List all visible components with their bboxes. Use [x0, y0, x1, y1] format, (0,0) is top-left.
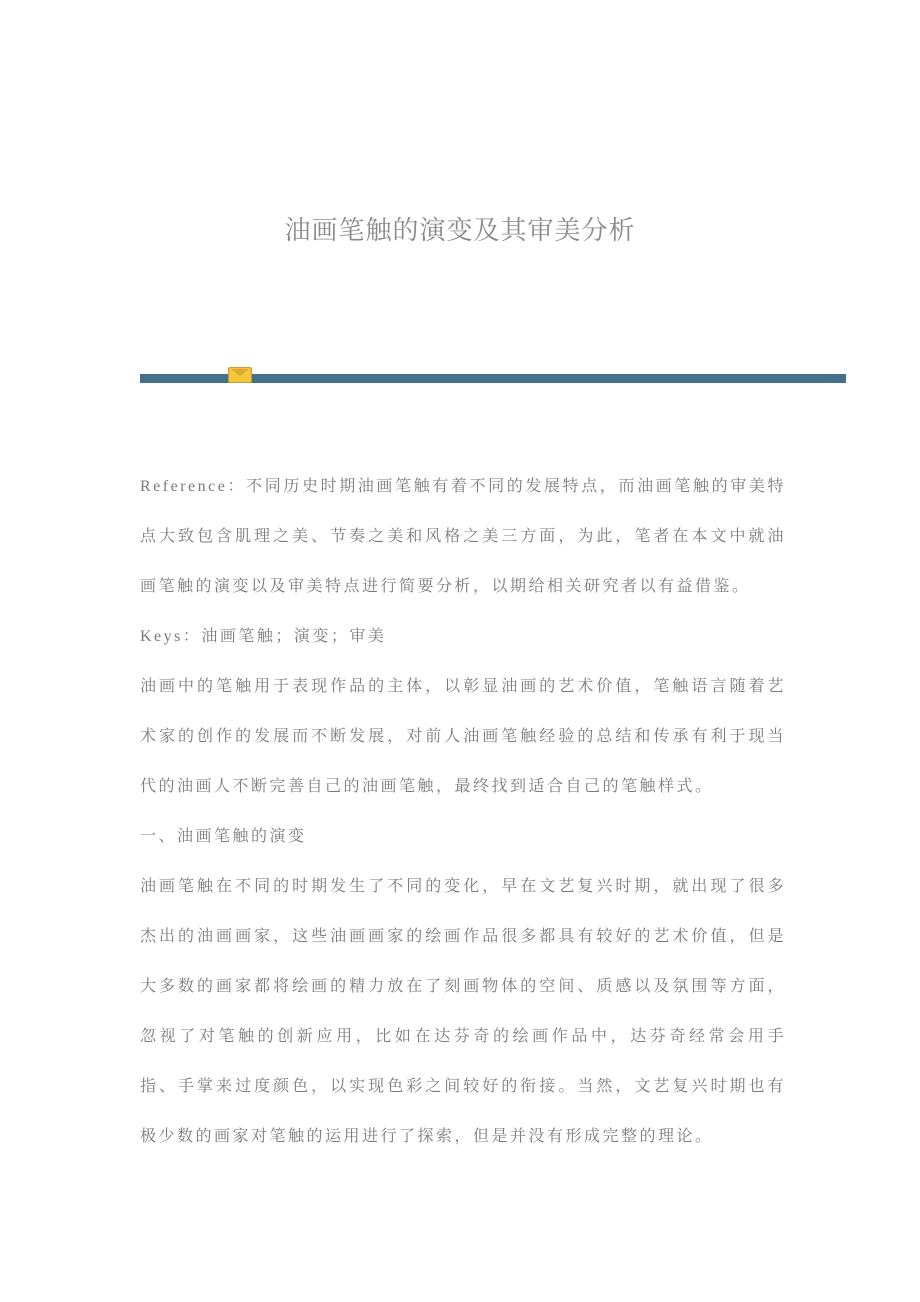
paragraph-intro: 油画中的笔触用于表现作品的主体，以彰显油画的艺术价值，笔触语言随着艺术家的创作的发展而不断发展，对前人油画笔触经验的总结和传承有利于现当代的油画人不断完善自己的油画笔触，最终找到适合自己的笔触样式。 — [140, 678, 786, 795]
section-heading-1: 一、油画笔触的演变 — [140, 828, 307, 845]
envelope-icon — [228, 367, 252, 383]
document-body — [140, 462, 786, 1162]
paragraph-keywords: Keys：油画笔触；演变；审美 — [140, 628, 387, 645]
paragraph-section-1: 油画笔触在不同的时期发生了不同的变化，早在文艺复兴时期，就出现了很多杰出的油画画家，这些油画画家的绘画作品很多都具有较好的艺术价值，但是大多数的画家都将绘画的精力放在了刻画物体的空间、质感以及氛围等方面，忽视了对笔触的创新应用，比如在达芬奇的绘画作品中，达芬奇经常会用手指、手掌来过度颜色，以实现色彩之间较好的衔接。当然，文艺复兴时期也有极少数的画家对笔触的运用进行了探索，但是并没有形成完整的理论。 — [140, 878, 786, 1145]
paragraph-reference: Reference：不同历史时期油画笔触有着不同的发展特点，而油画笔触的审美特点大致包含肌理之美、节奏之美和风格之美三方面，为此，笔者在本文中就油画笔触的演变以及审美特点进行简要分析，以期给相关研究者以有益借鉴。 — [140, 478, 786, 595]
document-title: 油画笔触的演变及其审美分析 — [284, 216, 636, 245]
